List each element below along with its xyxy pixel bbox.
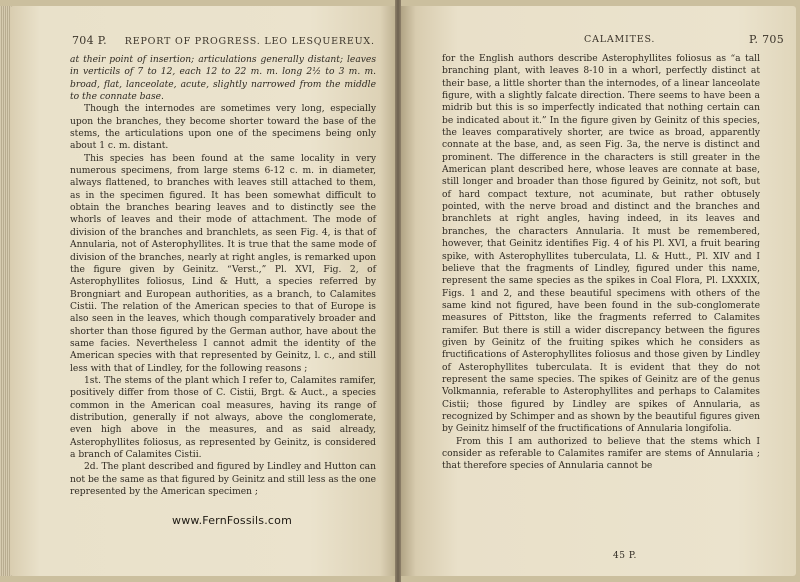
left-page-body	[70, 54, 376, 498]
paragraph: From this I am authorized to believe that the stems which I consider as referable to Calamites ramifer are stems of Annularia ; that therefore species of Annularia cannot be	[442, 436, 760, 472]
paragraph: 2d. The plant described and figured by Lindley and Hutton can not be the same as that figured by Geinitz and still less as the one represented by the American specimen ;	[70, 462, 376, 498]
right-running-head: CALAMITES.	[584, 34, 656, 45]
paragraph: This species has been found at the same locality in very numerous specimens, from large stems 6-12 c. m. in diameter, always flattened, to branches with leaves still attached to them, as in the specimen figured. It has been somewhat difficult to obtain the branches bearing leaves and to distinctly see the whorls of leaves and their mode of attachment. The mode of division of the branches and branchlets, as seen Fig. 4, is that of Annularia, not of Asterophyllites. It is true that the same mode of division of the branches, nearly at right angles, is remarked upon the figure given by Geinitz. “Verst.,” Pl. XVI, Fig. 2, of Asterophyllites foliosus, Lind & Hutt, a species referred by Brongniart and European authorities, as a branch, to Calamites Cistii. The relation of the American species to that of Europe is also seen in the leaves, which though comparatively broader and shorter than those figured by the German author, have about the same facies. Nevertheless I cannot admit the identity of the American species with that represented by Geinitz, l. c., and still less with that of Lindley, for the following reasons ;	[70, 153, 376, 374]
signature-mark: 45 P.	[613, 551, 637, 561]
right-page	[398, 6, 796, 576]
left-page	[10, 6, 398, 576]
left-running-head: REPORT OF PROGRESS. LEO LESQUEREUX.	[124, 36, 375, 47]
paragraph: at their point of insertion; articulations generally distant; leaves in verticils of 7 to 12, each 12 to 22 m. m. long 2½ to 3 m. m. broad, flat, lanceolate, acute, slightly narrowed from the middle to the connate base.	[70, 55, 376, 103]
left-page-number: 704 P.	[72, 34, 107, 47]
right-page-body	[442, 53, 760, 473]
left-page-header	[72, 34, 375, 47]
watermark: www.FernFossils.com	[172, 514, 293, 527]
paragraph: for the English authors describe Asterophyllites foliosus as “a tall branching plant, with leaves 8-10 in a whorl, perfectly distinct at their base, a little shorter than the internodes, of a linear lanceolate figure, with a slightly falcate direction. There seems to have been a midrib but this is so imperfectly indicated that nothing certain can be indicated about it.” In the figure given by Geinitz of this species, the leaves comparatively shorter, are twice as broad, apparently connate at the base, and, as seen Fig. 3a, the nerve is distinct and prominent. The difference in the characters is still greater in the American plant described here, whose leaves are connate at base, still longer and broader than those figured by Geinitz, not soft, but of hard compact texture, not acuminate, but rather obtusely pointed, with the nerve broad and distinct and the branches and branchlets at right angles, having indeed, in its leaves and branches, the characters Annularia. It must be remembered, however, that Geinitz identifies Fig. 4 of his Pl. XVI, a fruit bearing spike, with Asterophyllites tuberculata, Ll. & Hutt., Pl. XIV and I believe that the fragments of Lindley, figured under this name, represent the same species as the spikes in Coal Flora, Pl. LXXXIX, Figs. 1 and 2, and these beautiful specimens with others of the same kind not figured, have been found in the sub-conglomerate measures of Pittston, like the fragments referred to Calamites ramifer. But there is still a wider discrepancy between the figures given by Geinitz of the fruiting spikes which he considers as fructifications of Asterophyllites foliosus and those given by Lindley of Asterophyllites tuberculata. It is evident that they do not represent the same species. The spikes of Geinitz are of the genus Volkmannia, referable to Asterophyllites and perhaps to Calamites Cistii; those figured by Lindley are spikes of Annularia, as recognized by Schimper and as shown by the beautiful figures given by Geinitz himself of the fructifications of Annularia longifolia.	[442, 54, 760, 435]
paragraph: Though the internodes are sometimes very long, especially upon the branches, they become shorter toward the base of the stems, the articulations upon one of the specimens being only about 1 c. m. distant.	[70, 104, 376, 152]
book-gutter	[395, 0, 401, 582]
right-page-number: P. 705	[749, 33, 784, 46]
paragraph: 1st. The stems of the plant which I refer to, Calamites ramifer, positively differ from those of C. Cistii, Brgt. & Auct., a species common in the American coal measures, having its range of distribution, generally if not always, above the conglomerate, even high above in the measures, and as said already, Asterophyllites foliosus, as represented by Geinitz, is considered a branch of Calamites Cistii.	[70, 375, 376, 460]
